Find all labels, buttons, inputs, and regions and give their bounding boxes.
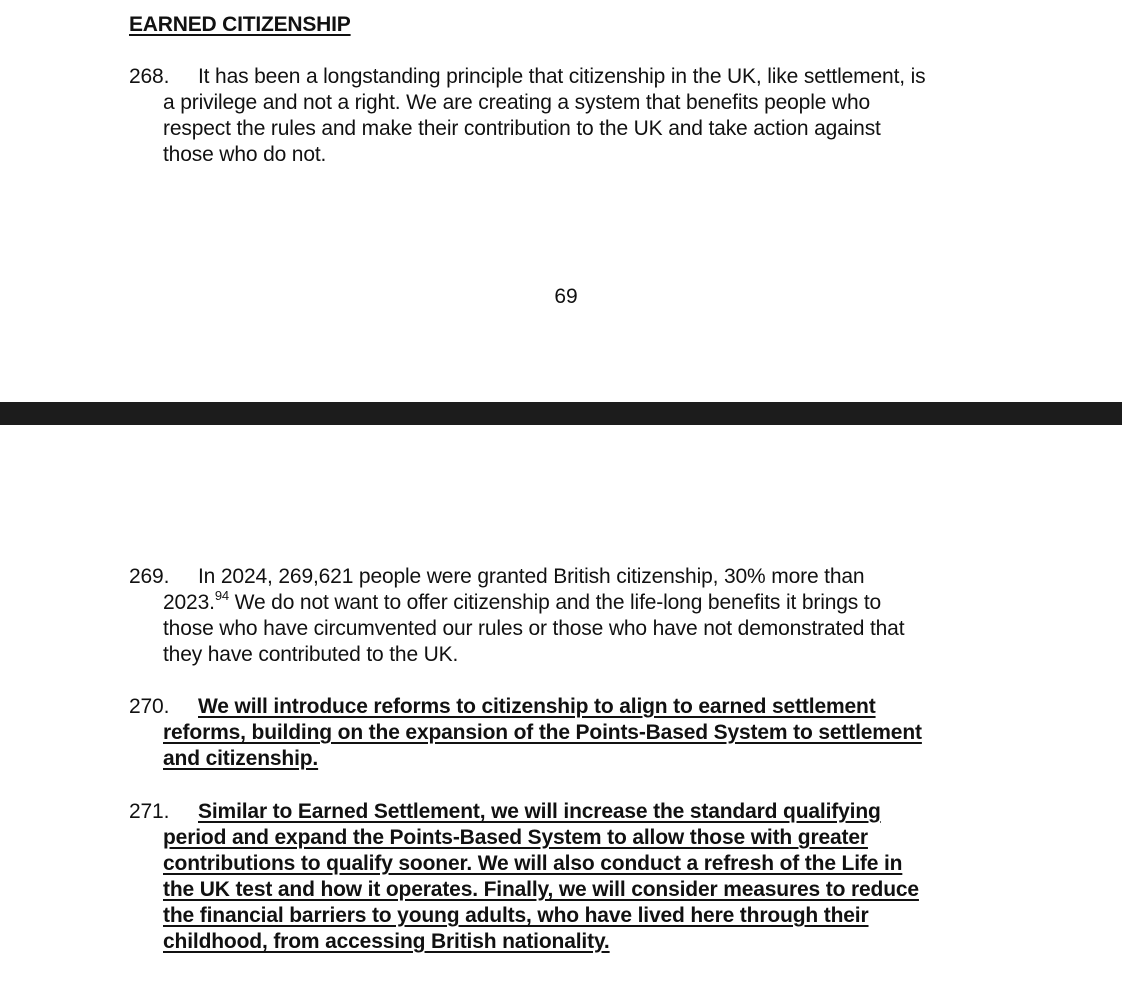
- footnote-reference[interactable]: 94: [214, 588, 229, 603]
- paragraph-number: 270.: [129, 695, 170, 718]
- paragraph-270: [129, 694, 1009, 772]
- paragraph-line: and citizenship.: [163, 747, 319, 770]
- paragraph-269: [129, 564, 1009, 668]
- paragraph-line: they have contributed to the UK.: [163, 643, 459, 666]
- paragraph-number: 268.: [129, 65, 170, 88]
- paragraph-line: Similar to Earned Settlement, we will increase the standard qualifying: [198, 800, 881, 823]
- paragraph-line: childhood, from accessing British nationality.: [163, 930, 610, 953]
- paragraph-line: those who have circumvented our rules or those who have not demonstrated that: [163, 617, 905, 640]
- paragraph-number: 269.: [129, 565, 170, 588]
- paragraph-line: respect the rules and make their contribution to the UK and take action against: [163, 117, 881, 140]
- paragraph-line: those who do not.: [163, 143, 327, 166]
- paragraph-line: 2023.: [163, 591, 215, 614]
- paragraph-line: a privilege and not a right. We are creating a system that benefits people who: [163, 91, 870, 114]
- paragraph-line: In 2024, 269,621 people were granted British citizenship, 30% more than: [198, 565, 865, 588]
- paragraph-number: 271.: [129, 800, 170, 823]
- page-separator: [0, 402, 1122, 425]
- paragraph-line: period and expand the Points-Based System to allow those with greater: [163, 826, 868, 849]
- paragraph-line: reforms, building on the expansion of the Points-Based System to settlement: [163, 721, 922, 744]
- paragraph-271: [129, 799, 1009, 955]
- document-page-69: [0, 0, 1122, 402]
- paragraph-line: We will introduce reforms to citizenship to align to earned settlement: [198, 695, 876, 718]
- paragraph-line: contributions to qualify sooner. We will also conduct a refresh of the Life in: [163, 852, 903, 875]
- page-number: 69: [554, 285, 578, 308]
- section-heading: EARNED CITIZENSHIP: [129, 13, 351, 36]
- paragraph-line: the UK test and how it operates. Finally, we will consider measures to reduce: [163, 878, 919, 901]
- paragraph-line: It has been a longstanding principle that citizenship in the UK, like settlement, is: [198, 65, 926, 88]
- document-page-70: [0, 425, 1122, 1006]
- paragraph-line: the financial barriers to young adults, who have lived here through their: [163, 904, 869, 927]
- paragraph-line: We do not want to offer citizenship and the life-long benefits it brings to: [228, 591, 882, 614]
- paragraph-268: [129, 64, 1009, 168]
